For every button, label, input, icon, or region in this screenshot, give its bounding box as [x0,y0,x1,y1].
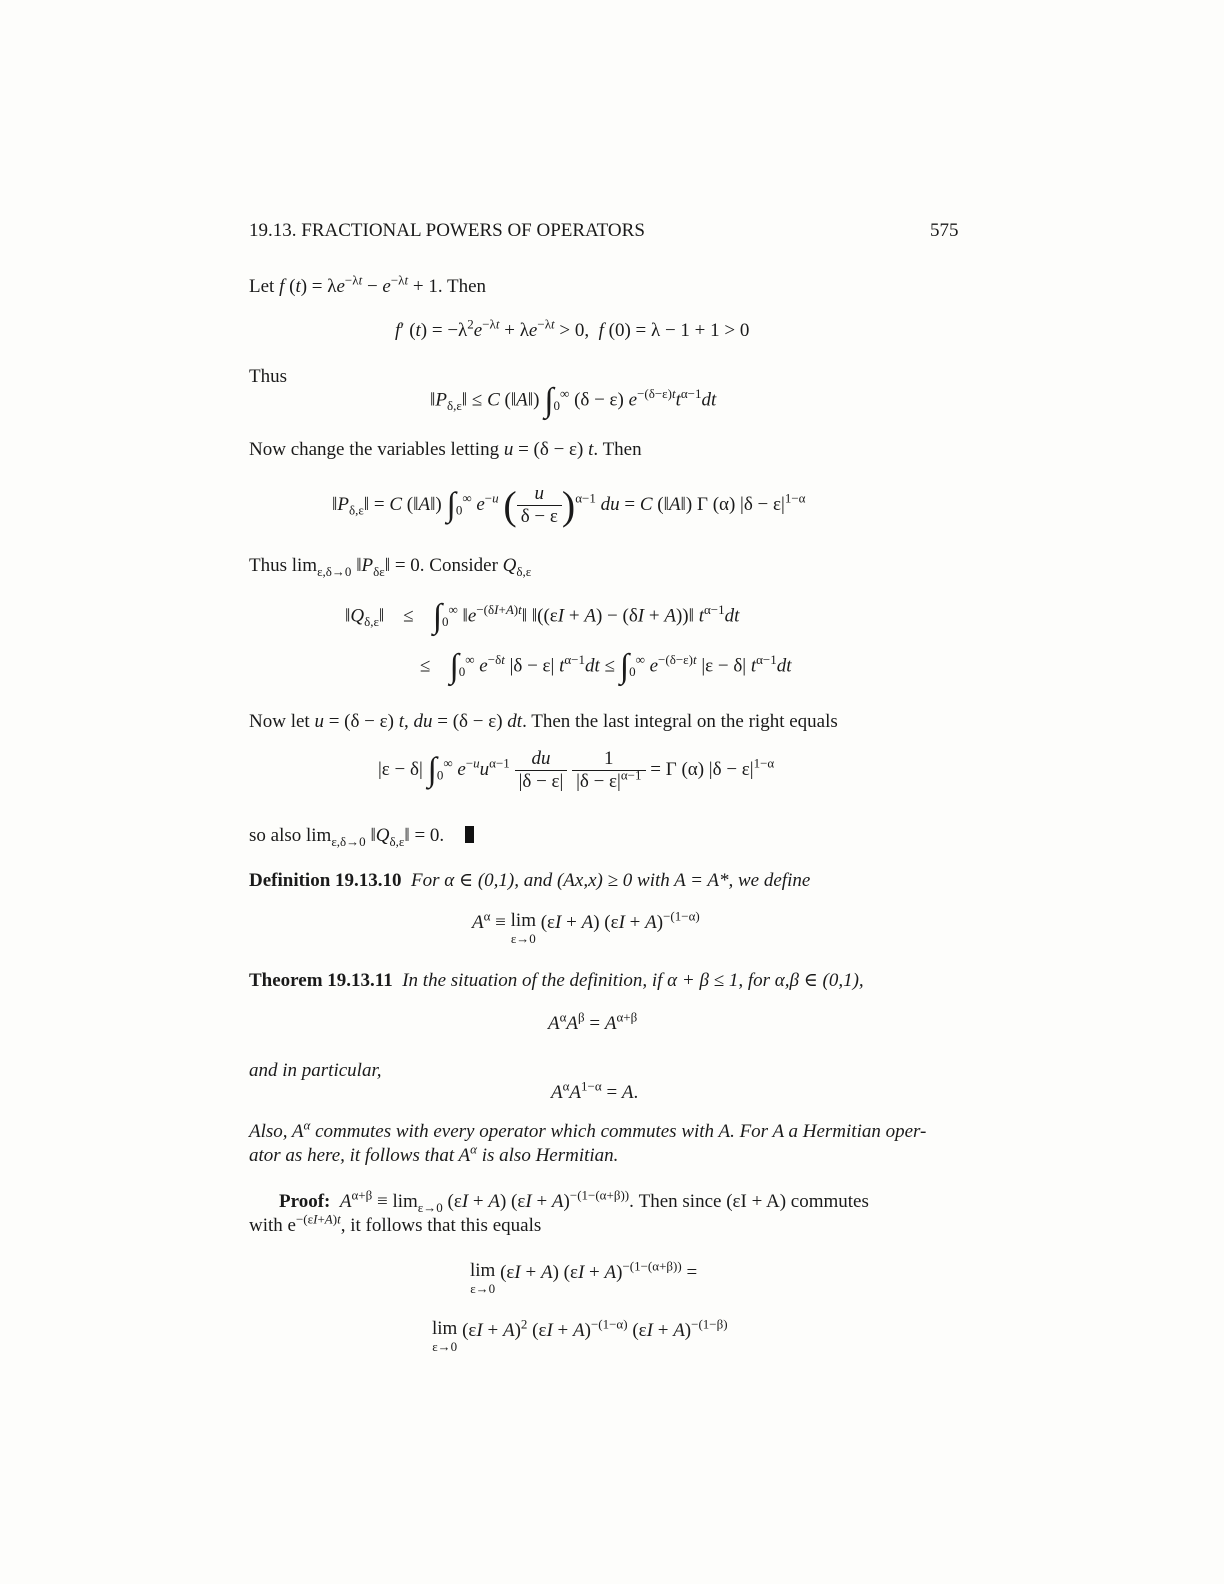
also-line2-end: is also Hermitian. [476,1145,619,1166]
with-e-line: with $e^{-(\varepsilon I+A)t}$, it follows that this equals [249,1211,542,1236]
equation-q-bound-2: ≤ $\int_0^\infty$ $e^{-\delta t}$ |δ − ε| $t^{\alpha-1}dt \le \int_0^\infty$ $e^{-(\delta-\varepsilon)t}$ |ε − δ| $t^{\alpha-1}dt$ [420,648,792,685]
proof-label: Proof: [279,1191,331,1212]
also-line2-start: ator as here, it follows that A [249,1145,471,1166]
equation-p-gamma: $‖P_{\delta,\varepsilon}‖ = C$ (‖A‖) $\int_0^\infty$ $e^{-u}$ ( $\frac{u}{\delta - \varepsilon}$ )$^{\alpha-1}$ du = C (‖A‖) Γ (α) $|\delta - \varepsilon|^{1-\alpha}$ [332,483,806,528]
with-e-end: , it follows that this equals [340,1215,542,1236]
equation-lim-1: lim ε→0 (εI + A) $(\varepsilon I + A)^{-(1-(\alpha+\beta))}$ = [470,1258,698,1296]
and-in-particular: and in particular, [249,1060,382,1081]
also-commutes-line-1: Also, $A^\alpha$ commutes with every operator which commutes with A. For A a Hermitian oper- [249,1117,927,1142]
equation-q-bound-1: $‖Q_{\delta,\varepsilon}‖$ ≤ $\int_0^\infty$ $‖e^{-(\delta I+A)t}‖$ ‖((εI + A) − (δI + A))‖ $t^{\alpha-1}dt$ [345,598,740,635]
proof-tail: . Then since (εI + A) commutes [629,1191,869,1212]
equation-lim-2: lim ε→0 $(\varepsilon I + A)^2$ $(\varepsilon I + A)^{-(1-\alpha)}$ $(\varepsilon I + A)^{-(1-\beta)}$ [432,1316,728,1354]
equation-a-alpha-a-beta: $A^\alpha A^\beta = A^{\alpha+\beta}$ [548,1009,638,1034]
thus-lim-line: Thus $\lim_{\varepsilon,\delta\to 0}$ $‖P_{\delta\varepsilon}‖ = 0$. Consider $Q_{\delta,\varepsilon}$ [249,555,532,579]
with-e-start: with e [249,1215,296,1236]
definition-line [249,869,810,893]
thus-label: Thus [249,366,287,387]
change-variables-line: Now change the variables letting u = (δ − ε) t. Then [249,439,642,460]
now-let-line: Now let u = (δ − ε) t, du = (δ − ε) dt. Then the last integral on the right equals [249,711,838,732]
proof-line: Proof: $A^{\alpha+\beta} \equiv \lim_{\varepsilon\to 0} (\varepsilon I + A) (\varepsilon I + A)^{-(1-(\alpha+\beta))}$. Then since (εI + A) commutes [279,1187,869,1215]
let-f-line: Let f $(t) = \lambda e^{-\lambda t} - e^{-\lambda t} + 1$. Then [249,272,487,297]
also-line1-end: commutes with every operator which commutes with A. For A a Hermitian oper- [310,1121,927,1142]
page-number: 575 [930,220,959,241]
definition-label: Definition 19.13.10 [249,870,402,891]
definition-text: For α ∈ (0,1), and (Ax,x) ≥ 0 with A = A*, we define [411,870,811,891]
equation-integral-gamma: |ε − δ| $\int_0^\infty$ $e^{-u}u^{\alpha-1}$ $\frac{du}{|\delta - \varepsilon|}$ $\frac{1}{|\delta - \varepsilon|^{\alpha-1}}$ = Γ (α) $|\delta - \varepsilon|^{1-\alpha}$ [378,748,775,792]
equation-p-bound: $‖P_{\delta,\varepsilon}‖ \le C$ (‖A‖) $\int_0^\infty$ (δ − ε) $e^{-(\delta-\varepsilon)t}t^{\alpha-1}dt$ [430,382,717,419]
theorem-text: In the situation of the definition, if α + β ≤ 1, for α,β ∈ (0,1), [402,970,864,991]
equation-a-alpha-def: $A^\alpha \equiv \lim$ ε→0 (εI + A) $(\varepsilon I + A)^{-(1-\alpha)}$ [472,908,700,946]
theorem-line [249,969,864,993]
running-header-title: 19.13. FRACTIONAL POWERS OF OPERATORS [249,220,645,241]
so-also-line: so also $\lim_{\varepsilon,\delta\to 0}$ $‖Q_{\delta,\varepsilon}‖ = 0$. [249,824,474,848]
qed-symbol [465,826,474,843]
theorem-label: Theorem 19.13.11 [249,970,393,991]
also-commutes-line-2: ator as here, it follows that $A^\alpha$ is also Hermitian. [249,1141,619,1166]
equation-f-prime: f′ $(t) = -\lambda^2e^{-\lambda t} + \lambda e^{-\lambda t} > 0$, f (0) = λ − 1 + 1 > 0 [395,316,750,341]
equation-a-alpha-complement: $A^\alpha A^{1-\alpha} = A$. [551,1078,639,1103]
also-line1-start: Also, A [249,1121,304,1142]
